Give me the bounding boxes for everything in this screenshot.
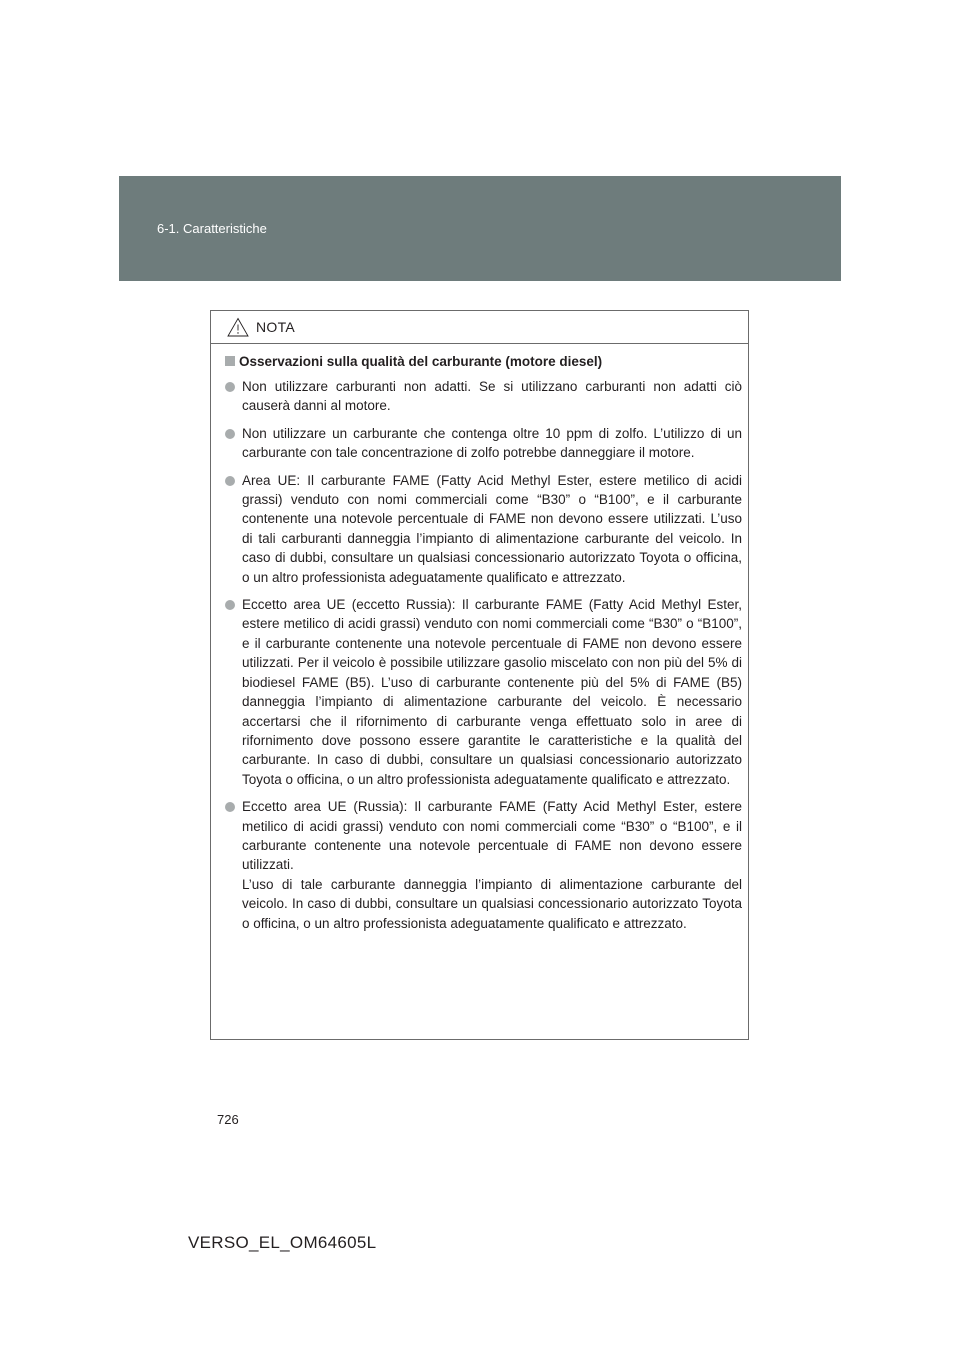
- bullet-dot-icon: [225, 382, 235, 392]
- bullet-dot-icon: [225, 600, 235, 610]
- list-item: [225, 377, 742, 416]
- bullet-dot-icon: [225, 802, 235, 812]
- list-item-text: Non utilizzare carburanti non adatti. Se si utilizzano carburanti non adatti ciò causerà danni al motore.: [242, 379, 742, 414]
- list-item-text: Area UE: Il carburante FAME (Fatty Acid Methyl Ester, estere metilico di acidi grassi) venduto con nomi commerciali come “B30” o “B100”, e il carburante contenente una notevole percentuale di FAME non devono essere utilizzati. L’uso di tali carburanti danneggia l’impianto di alimentazione carburante del veicolo. In caso di dubbi, consultare un qualsiasi concessionario autorizzato Toyota o officina, o un altro professionista adeguatamente qualificato e attrezzato.: [242, 472, 742, 585]
- list-item: [225, 797, 742, 933]
- note-title: NOTA: [256, 319, 296, 335]
- bullet-dot-icon: [225, 476, 235, 486]
- warning-triangle-icon: [227, 317, 249, 337]
- list-item-text: Non utilizzare un carburante che contenga oltre 10 ppm di zolfo. L’utilizzo di un carburante con tale concentrazione di zolfo potrebbe danneggiare il motore.: [242, 425, 742, 461]
- section-title: [225, 354, 602, 369]
- list-item-text: Eccetto area UE (Russia): Il carburante FAME (Fatty Acid Methyl Ester, estere metilico di acidi grassi) venduto con nomi commerciali come “B30” o “B100”, e il carburante contenente una notevole percentuale di FAME non devono essere utilizzati.: [242, 799, 742, 873]
- note-items: [225, 377, 742, 941]
- list-item-text: Eccetto area UE (eccetto Russia): Il carburante FAME (Fatty Acid Methyl Ester, estere metilico di acidi grassi) venduto con nomi commerciali come “B30” o “B100”, e il carburante contenente una notevole percentuale di FAME non devono essere utilizzati. Per il veicolo è possibile utilizzare gasolio miscelato con non più del 5% di biodiesel FAME (B5). L’uso di carburante contenente più del 5% di FAME (B5) danneggia l’impianto di alimentazione carburante del veicolo. È necessario accertarsi che il rifornimento di carburante venga effettuato solo in aree di rifornimento dove possono essere garantite le caratteristiche e la qualità del carburante. In caso di dubbi, consultare un qualsiasi concessionario autorizzato Toyota o officina, o un altro professionista adeguatamente qualificato e attrezzato.: [242, 597, 742, 787]
- section-label: 6-1. Caratteristiche: [157, 221, 267, 236]
- list-item: [225, 424, 742, 463]
- section-title-text: Osservazioni sulla qualità del carburante (motore diesel): [239, 354, 603, 369]
- list-item: [225, 471, 742, 587]
- list-item-text-continued: L’uso di tale carburante danneggia l’impianto di alimentazione carburante del veicolo. In caso di dubbi, consultare un qualsiasi concessionario autorizzato Toyota o officina, o un altro professionista adeguatamente qualificato e attrezzato.: [242, 876, 742, 931]
- list-item: [225, 595, 742, 789]
- note-box: [210, 310, 749, 1040]
- bullet-dot-icon: [225, 429, 235, 439]
- document-code: VERSO_EL_OM64605L: [188, 1233, 377, 1252]
- square-bullet-icon: [225, 356, 235, 366]
- header-band: [119, 176, 841, 281]
- note-header: [211, 311, 748, 344]
- page-number: 726: [217, 1112, 239, 1127]
